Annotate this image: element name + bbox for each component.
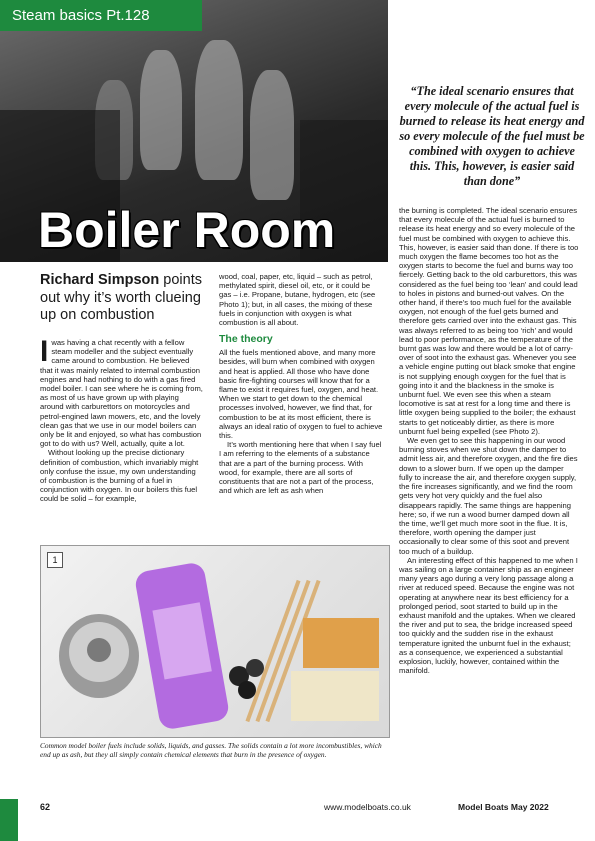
standfirst-text: points out why it’s worth clueing up on combustion	[40, 272, 202, 323]
section-heading: The theory	[219, 333, 273, 346]
page-number: 62	[40, 802, 51, 812]
footer-accent-bar	[0, 799, 18, 841]
series-tag: Steam basics Pt.128	[0, 0, 202, 31]
body-column-2	[219, 272, 383, 495]
standfirst	[40, 272, 215, 325]
magazine-issue: Model Boats May 2022	[458, 802, 549, 812]
website-link[interactable]: www.modelboats.co.uk	[324, 802, 411, 812]
body-column-3	[399, 206, 579, 675]
author-name: Richard Simpson	[40, 272, 160, 288]
photo-number: 1	[47, 552, 63, 568]
paragraph: All the fuels mentioned above, and many more besides, will burn when combined with oxygen and heat is applied. All those who have done basic fire-fighting courses will know that for a flame to exist it requires fuel, oxygen, and heat. When we start to get down to the chemical processes involved, however, we find that, for combustion to be at its most efficient, there is always an ideal ratio of oxygen to fuel to achieve this.	[219, 348, 383, 441]
paragraph: Without looking up the precise dictionary definition of combustion, which invariably might only confuse the issue, my own understanding of combustion is the burning of a fuel in conjunction with oxygen. In our boilers this fuel could be solid – for example,	[40, 448, 199, 504]
paragraph: was having a chat recently with a fellow steam modeller and the subject eventually came around to combustion. He believed that it was mainly related to internal combustion engines and had nothing to do with a gas fired model boiler. I can see where he is coming from, as most of us have grown up with playing around with carburettors on motorcycles and petrol-engined lawn mowers, etc, and the lovely clean gas that we use in our model boilers can only be lit and enjoyed, so what has combustion got to do with us? Well, actually, quite a lot.	[40, 338, 203, 449]
article-title: Boiler Room	[38, 202, 336, 258]
photo-caption: Common model boiler fuels include solids, liquids, and gasses. The solids contain a lot more incombustibles, which end up as ash, but they all simply contain chemical elements that burn in the presence of oxygen.	[40, 741, 382, 760]
drop-cap: I	[40, 335, 49, 368]
paragraph: An interesting effect of this happened to me when I was sailing on a large container ship as an engineer many years ago during a very long passage along a river at reduced speed. Because the engine was not operating at anywhere near its best efficiency for a prolonged period, soot started to build up in the exhaust manifold and the uptakes. When we cleared the river and put to sea, the bridge increased speed too quickly and the sudden rise in the exhaust temperature ignited the unburnt fuel in the exhaust; as a consequence, we experienced a substantial explosion, luckily, however, contained within the manifold.	[399, 555, 578, 676]
paragraph: the burning is completed. The ideal scenario ensures that every molecule of the actual fuel is burned to release its heat energy and so every molecule of the fuel must be combined with oxygen to achieve this. This, however, is easier said than done. If there is too much oxygen the flame becomes too hot as the oxygen starts to become the fuel and burns way too fiercely. Getting back to the old carburettors, this was considered as the fuel being too ‘lean’ and could lead to holes in pistons and burned-out valves. On the other hand, if there’s too much fuel for the available oxygen, not enough of the fuel gets burned and therefore gets carried over into the exhaust gas. This was always referred to as being too ‘rich’ and would lead to poor performance, as the temperature of the burnt gas was low and there would be a lot of carry-over of soot into the exhaust gas. Whenever you see a vehicle engine putting out black smoke that engine is not supplying enough oxygen for the fuel that is going into it and the blackness in the smoke is unburnt fuel. We even see this when a steam locomotive is sat at rest for a long time and there is little oxygen being supplied to the boiler; the exhaust starts to get noticeably dirtier, as there is more unburnt fuel being expelled (see Photo 2).	[399, 206, 579, 436]
paragraph: wood, coal, paper, etc, liquid – such as petrol, methylated spirit, diesel oil, etc, or it could be gas – i.e. Propane, butane, hydrogen, etc (see Photo 1); but, in all cases, the mixing of these fuels in conjunction with oxygen is what combustion is all about.	[219, 272, 376, 328]
paragraph: It’s worth mentioning here that when I say fuel I am referring to the elements of a substance that are a part of the burning process. With wood, for example, there are all sorts of constituents that are not a part of the process, and which are left as ash when	[219, 440, 382, 496]
pull-quote: “The ideal scenario ensures that every molecule of the actual fuel is burned to release its heat energy and so every molecule of the fuel must be combined with oxygen to achieve this. This, however, is easier said than done”	[399, 84, 585, 188]
fuels-illustration	[41, 546, 389, 737]
paragraph: We even get to see this happening in our wood burning stoves when we shut down the damper to admit less air, and therefore oxygen, and the fire dies down to a slower burn. If we open up the damper fully to increase the air, and therefore oxygen supply, the fire increases significantly, and we find the room gets very hot very quickly and the fuel also disappears rapidly. The same things are happening here; so, if we run a wood burner damped down all the time, we’ll get much more soot in the flue. It is, therefore, worth opening the damper just occasionally to clear some of this soot and prevent too much of a buildup.	[399, 436, 578, 556]
hero-photo	[0, 0, 388, 262]
fuels-photo	[40, 545, 390, 738]
body-column-1	[40, 335, 204, 504]
